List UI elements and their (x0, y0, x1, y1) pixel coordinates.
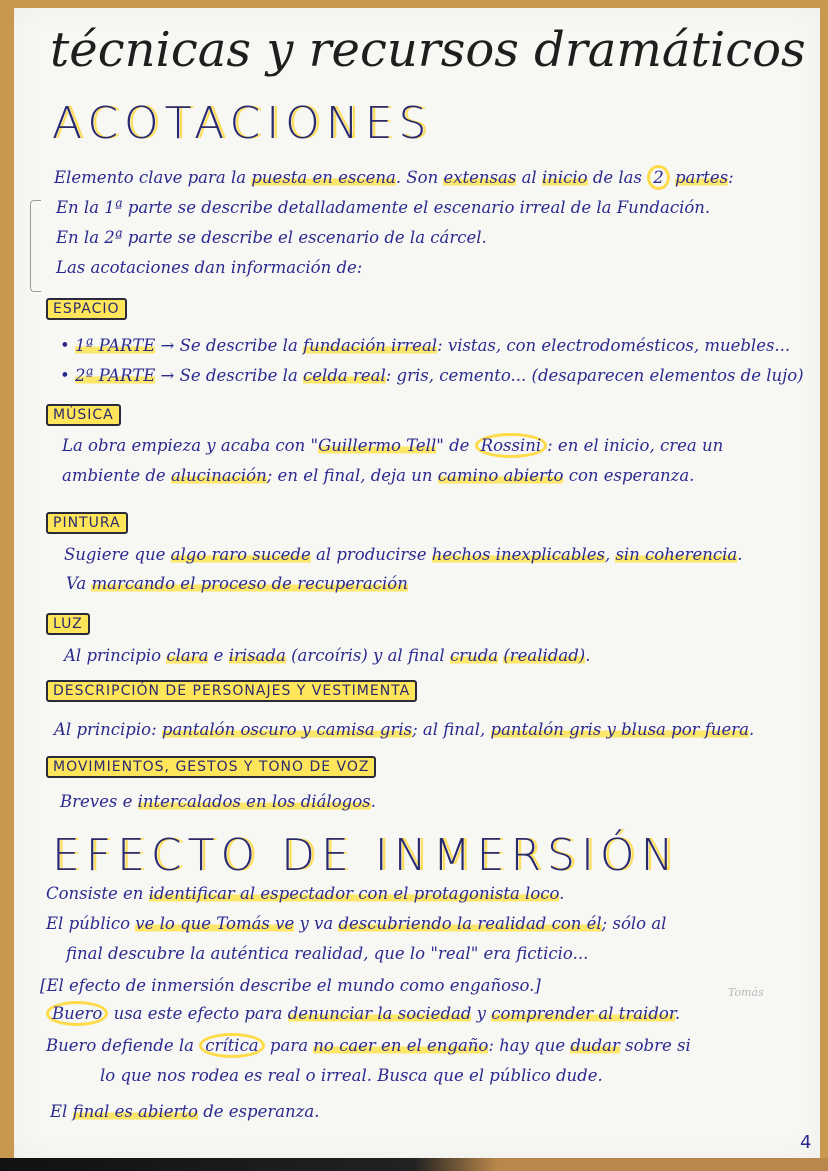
inmersion-line-8: El final es abierto de esperanza. (50, 1102, 320, 1121)
movimientos-line: Breves e intercalados en los diálogos. (60, 792, 376, 811)
inmersion-line-5: Buero usa este efecto para denunciar la sociedad y comprender al traidor. (46, 1004, 680, 1023)
table-edge (0, 1158, 828, 1171)
pintura-line-1: Sugiere que algo raro sucede al producirse hechos inexplicables, sin coherencia. (64, 545, 743, 564)
inmersion-line-4: [El efecto de inmersión describe el mundo como engañoso.] (40, 976, 541, 995)
inmersion-line-1: Consiste en identificar al espectador con el protagonista loco. (46, 884, 565, 903)
label-musica: MÚSICA (46, 404, 121, 426)
bracket (30, 200, 41, 292)
inmersion-line-2: El público ve lo que Tomás ve y va descubriendo la realidad con él; sólo al (46, 914, 667, 933)
label-movimientos: MOVIMIENTOS, GESTOS Y TONO DE VOZ (46, 756, 376, 778)
label-luz: LUZ (46, 613, 90, 635)
acotaciones-part1: En la 1ª parte se describe detalladamente el escenario irreal de la Fundación. (56, 198, 711, 217)
acotaciones-part2: En la 2ª parte se describe el escenario de la cárcel. (56, 228, 487, 247)
page-number: 4 (800, 1132, 812, 1153)
pintura-line-2: Va marcando el proceso de recuperación (66, 574, 408, 593)
page-title: técnicas y recursos dramáticos (50, 22, 806, 78)
section-heading-acotaciones: ACOTACIONES (52, 98, 433, 149)
inmersion-line-7: lo que nos rodea es real o irreal. Busca que el público dude. (100, 1066, 603, 1085)
descripcion-line: Al principio: pantalón oscuro y camisa gris; al final, pantalón gris y blusa por fuera. (54, 720, 755, 739)
luz-line: Al principio clara e irisada (arcoíris) y al final cruda (realidad). (64, 646, 591, 665)
musica-line-2: ambiente de alucinación; en el final, deja un camino abierto con esperanza. (62, 466, 695, 485)
inmersion-line-3: final descubre la auténtica realidad, que lo "real" era ficticio... (66, 944, 589, 963)
label-espacio: ESPACIO (46, 298, 127, 320)
acotaciones-intro: Elemento clave para la puesta en escena. Son extensas al inicio de las 2 partes: (54, 168, 734, 187)
inmersion-line-6: Buero defiende la crítica para no caer en el engaño: hay que dudar sobre si (46, 1036, 691, 1055)
label-descripcion: DESCRIPCIÓN DE PERSONAJES Y VESTIMENTA (46, 680, 417, 702)
espacio-item-2: • 2ª PARTE → Se describe la celda real: gris, cemento... (desaparecen elementos de lujo) (60, 366, 804, 385)
musica-line-1: La obra empieza y acaba con "Guillermo Tell" de Rossini : en el inicio, crea un (62, 436, 723, 455)
correction-note: Tomás (728, 986, 764, 999)
section-heading-inmersion: EFECTO DE INMERSIÓN (52, 830, 680, 881)
acotaciones-info: Las acotaciones dan información de: (56, 258, 363, 277)
label-pintura: PINTURA (46, 512, 128, 534)
espacio-item-1: • 1ª PARTE → Se describe la fundación irreal: vistas, con electrodomésticos, muebles... (60, 336, 791, 355)
